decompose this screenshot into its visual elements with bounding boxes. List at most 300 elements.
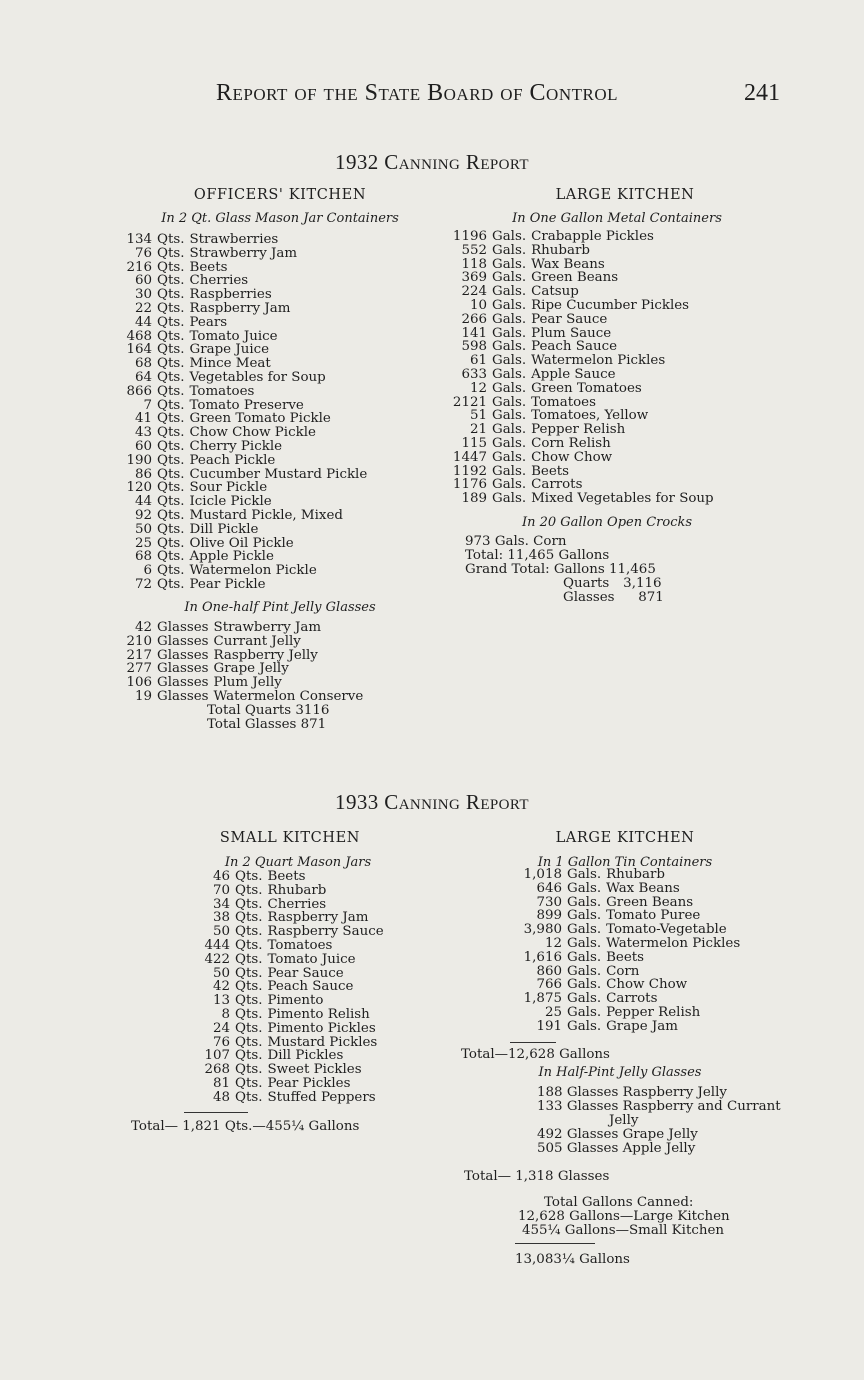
large-1933-list [520, 868, 740, 1034]
list-item [200, 1036, 384, 1050]
item-quantity: 68 [134, 549, 152, 565]
list-item [447, 423, 714, 437]
item-quantity: 598 [461, 339, 487, 355]
item-name: Sour Pickle [189, 480, 268, 496]
large-1933-sub-jelly: In Half-Pint Jelly Glasses [538, 1065, 702, 1080]
item-name: Tomato Juice [267, 951, 356, 967]
item-unit: Gals. [567, 949, 602, 965]
item-unit: Gals. [492, 297, 527, 313]
item-unit: Glasses [157, 620, 209, 635]
item-quantity: 46 [212, 869, 230, 884]
item-unit: Gals. [567, 1018, 602, 1034]
item-unit: Gals. [492, 311, 527, 327]
large-1932-total: Total: 11,465 Gallons [465, 548, 610, 563]
item-quantity: 61 [469, 353, 487, 369]
item-unit: Gals. [492, 449, 527, 465]
item-quantity: 224 [461, 284, 487, 300]
item-unit: Gals. [567, 880, 602, 896]
jelly-line-2: 133 Glasses Raspberry and Currant [537, 1099, 781, 1114]
item-quantity: 6 [143, 563, 152, 579]
item-name: Watermelon Pickles [531, 353, 666, 369]
list-item [114, 468, 367, 482]
item-unit: Qts. [235, 869, 263, 884]
list-item [200, 953, 384, 967]
item-quantity: 12 [469, 380, 487, 396]
list-item [447, 271, 714, 285]
item-name: Grape Jelly [213, 661, 289, 677]
list-item [200, 1077, 384, 1091]
item-name: Pear Pickle [189, 576, 266, 592]
item-quantity: 646 [536, 880, 562, 896]
list-item [447, 465, 714, 479]
item-name: Beets [267, 869, 306, 884]
list-item [200, 1063, 384, 1077]
list-item [114, 399, 367, 413]
item-name: Strawberry Jam [189, 245, 298, 261]
list-item [200, 967, 384, 981]
list-item [520, 882, 740, 896]
item-unit: Qts. [157, 245, 185, 261]
item-quantity: 766 [536, 977, 562, 993]
list-item [447, 354, 714, 368]
list-item [200, 994, 384, 1008]
item-unit: Qts. [235, 1089, 263, 1105]
list-item [114, 343, 367, 357]
list-item [447, 478, 714, 492]
item-unit: Gals. [492, 353, 527, 369]
item-unit: Qts. [157, 273, 185, 289]
canned-small: 455¼ Gallons—Small Kitchen [522, 1223, 725, 1238]
list-item [520, 965, 740, 979]
item-quantity: 12 [544, 935, 562, 951]
list-item [200, 884, 384, 898]
large-1933-total-glasses: Total— 1,318 Glasses [464, 1169, 610, 1184]
list-item [520, 1006, 740, 1020]
item-unit: Qts. [157, 259, 185, 275]
list-item [200, 980, 384, 994]
item-unit: Qts. [235, 937, 263, 953]
item-unit: Gals. [492, 339, 527, 355]
list-item [200, 1049, 384, 1063]
list-item [114, 621, 363, 635]
officers-jar-list [114, 233, 367, 592]
item-unit: Gals. [492, 242, 527, 258]
item-unit: Qts. [157, 507, 185, 523]
list-item [114, 578, 367, 592]
item-quantity: 48 [212, 1089, 230, 1105]
item-name: Tomatoes, Yellow [531, 408, 649, 424]
item-quantity: 422 [204, 951, 230, 967]
jelly-line-3: 492 Glasses Grape Jelly [537, 1127, 698, 1142]
item-quantity: 50 [212, 965, 230, 981]
item-unit: Gals. [492, 229, 527, 244]
item-unit: Gals. [567, 894, 602, 910]
report-1932-title: 1932 Canning Report [335, 150, 529, 174]
item-unit: Qts. [235, 910, 263, 926]
list-item [114, 440, 367, 454]
list-item [114, 649, 363, 663]
item-quantity: 70 [212, 882, 230, 898]
item-quantity: 189 [461, 491, 487, 507]
list-item [447, 492, 714, 506]
item-name: Wax Beans [606, 880, 680, 896]
jelly-line-1: 188 Glasses Raspberry Jelly [537, 1085, 727, 1100]
grand-total-label: Grand Total: Gallons [465, 562, 605, 577]
item-unit: Qts. [157, 549, 185, 565]
list-item [447, 327, 714, 341]
item-quantity: 552 [461, 242, 487, 258]
item-unit: Qts. [157, 438, 185, 454]
item-name: Pepper Relish [531, 422, 626, 438]
item-name: Chow Chow [531, 449, 613, 465]
item-quantity: 730 [536, 894, 562, 910]
list-item [520, 868, 740, 882]
item-quantity: 30 [134, 287, 152, 303]
list-item [447, 451, 714, 465]
item-name: Tomato Preserve [189, 397, 304, 413]
canned-label: Total Gallons Canned: [544, 1195, 694, 1210]
list-item [520, 978, 740, 992]
item-name: Green Beans [531, 270, 619, 286]
list-item [520, 992, 740, 1006]
large-1932-sub-crocks: In 20 Gallon Open Crocks [521, 515, 693, 530]
item-unit: Gals. [567, 1004, 602, 1020]
small-kitchen-total: Total— 1,821 Qts.—455¼ Gallons [131, 1119, 360, 1134]
item-unit: Gals. [492, 491, 527, 507]
item-unit: Gals. [492, 256, 527, 272]
item-name: Peach Sauce [267, 979, 354, 995]
item-name: Plum Jelly [213, 675, 282, 691]
item-name: Watermelon Conserve [213, 688, 364, 704]
item-quantity: 24 [212, 1020, 230, 1036]
item-unit: Gals. [492, 435, 527, 451]
item-unit: Qts. [157, 369, 185, 385]
item-quantity: 19 [134, 688, 152, 704]
item-name: Corn Relish [531, 435, 611, 451]
item-name: Watermelon Pickle [189, 563, 317, 579]
item-unit: Glasses [157, 633, 209, 649]
item-name: Mustard Pickle, Mixed [189, 507, 343, 523]
item-name: Catsup [531, 284, 579, 300]
item-unit: Qts. [157, 452, 185, 468]
item-name: Peach Sauce [531, 339, 617, 355]
item-name: Pimento Pickles [267, 1020, 376, 1036]
officers-sub-glasses: In One-half Pint Jelly Glasses [184, 600, 376, 615]
item-unit: Qts. [235, 1034, 263, 1050]
item-unit: Gals. [567, 991, 602, 1007]
item-unit: Qts. [235, 1075, 263, 1091]
crock-corn-line: 973 Gals. Corn [465, 534, 567, 549]
item-unit: Qts. [157, 232, 185, 247]
item-quantity: 43 [134, 425, 152, 441]
item-quantity: 60 [134, 438, 152, 454]
item-unit: Qts. [235, 924, 263, 940]
officers-glass-list [114, 621, 363, 704]
glasses-label: Glasses [563, 590, 615, 605]
item-name: Stuffed Peppers [267, 1089, 376, 1105]
item-quantity: 13 [212, 993, 230, 1009]
item-quantity: 115 [461, 435, 487, 451]
item-quantity: 1192 [452, 463, 487, 479]
item-name: Pears [189, 314, 228, 330]
list-item [114, 550, 367, 564]
item-name: Raspberries [189, 287, 272, 303]
item-quantity: 210 [126, 633, 152, 649]
list-item [114, 412, 367, 426]
item-quantity: 120 [126, 480, 152, 496]
item-name: Beets [189, 259, 228, 275]
large-1932-list [447, 230, 714, 506]
item-name: Watermelon Pickles [606, 935, 741, 951]
list-item [114, 385, 367, 399]
item-name: Rhubarb [606, 867, 665, 882]
item-unit: Qts. [235, 979, 263, 995]
canned-rule [515, 1243, 595, 1244]
item-name: Chow Chow Pickle [189, 425, 316, 441]
list-item [114, 274, 367, 288]
officers-sub-jars: In 2 Qt. Glass Mason Jar Containers [161, 211, 399, 226]
list-item [447, 313, 714, 327]
item-unit: Glasses [157, 675, 209, 691]
item-quantity: 7 [143, 397, 152, 413]
item-quantity: 118 [461, 256, 487, 272]
item-quantity: 25 [544, 1004, 562, 1020]
large-kitchen-1933-heading: LARGE KITCHEN [555, 830, 695, 846]
item-unit: Gals. [492, 408, 527, 424]
item-quantity: 76 [212, 1034, 230, 1050]
item-quantity: 1,875 [523, 991, 562, 1007]
item-unit: Qts. [157, 300, 185, 316]
canned-total: 13,083¼ Gallons [515, 1252, 630, 1267]
item-quantity: 44 [134, 314, 152, 330]
item-quantity: 3,980 [523, 922, 562, 938]
list-item [114, 676, 363, 690]
item-quantity: 1447 [452, 449, 487, 465]
item-unit: Qts. [157, 466, 185, 482]
quarts-label: Quarts [563, 576, 610, 591]
item-name: Peach Pickle [189, 452, 276, 468]
item-unit: Qts. [157, 328, 185, 344]
item-quantity: 106 [126, 675, 152, 691]
item-unit: Qts. [235, 882, 263, 898]
item-quantity: 217 [126, 647, 152, 663]
item-name: Carrots [606, 991, 658, 1007]
item-unit: Qts. [157, 425, 185, 441]
item-name: Green Tomatoes [531, 380, 642, 396]
list-item [447, 396, 714, 410]
list-item [114, 690, 363, 704]
item-unit: Qts. [235, 1062, 263, 1078]
item-name: Cherry Pickle [189, 438, 283, 454]
list-item [447, 437, 714, 451]
list-item [114, 426, 367, 440]
item-name: Pimento Relish [267, 1006, 370, 1022]
item-name: Mixed Vegetables for Soup [531, 491, 714, 507]
item-name: Sweet Pickles [267, 1062, 362, 1078]
item-quantity: 92 [134, 507, 152, 523]
item-quantity: 68 [134, 356, 152, 372]
list-item [447, 285, 714, 299]
large-1933-total-gallons: Total—12,628 Gallons [461, 1047, 610, 1062]
list-item [114, 523, 367, 537]
item-unit: Gals. [567, 963, 602, 979]
item-unit: Qts. [235, 993, 263, 1009]
item-quantity: 86 [134, 466, 152, 482]
list-item [200, 898, 384, 912]
item-quantity: 81 [212, 1075, 230, 1091]
item-name: Apple Pickle [189, 549, 274, 565]
item-quantity: 1,018 [523, 867, 562, 882]
item-name: Mustard Pickles [267, 1034, 378, 1050]
item-quantity: 369 [461, 270, 487, 286]
list-item [114, 495, 367, 509]
item-name: Green Beans [606, 894, 694, 910]
list-item [114, 302, 367, 316]
large-kitchen-1932-heading: LARGE KITCHEN [555, 187, 695, 203]
item-quantity: 164 [126, 342, 152, 358]
item-name: Crabapple Pickles [531, 229, 654, 244]
item-unit: Gals. [492, 463, 527, 479]
item-quantity: 41 [134, 411, 152, 427]
item-name: Raspberry Jelly [213, 647, 318, 663]
officers-kitchen-heading: OFFICERS' KITCHEN [193, 187, 367, 203]
item-unit: Qts. [157, 356, 185, 372]
item-unit: Glasses [157, 661, 209, 677]
list-item [114, 662, 363, 676]
list-item [114, 509, 367, 523]
list-item [200, 870, 384, 884]
item-quantity: 268 [204, 1062, 230, 1078]
item-name: Pimento [267, 993, 324, 1009]
item-name: Tomato-Vegetable [606, 922, 727, 938]
list-item [447, 340, 714, 354]
item-name: Wax Beans [531, 256, 605, 272]
item-quantity: 72 [134, 576, 152, 592]
item-name: Apple Sauce [531, 366, 616, 382]
item-unit: Qts. [235, 951, 263, 967]
item-unit: Gals. [492, 477, 527, 493]
list-item [447, 409, 714, 423]
item-name: Grape Jam [606, 1018, 678, 1034]
item-quantity: 277 [126, 661, 152, 677]
list-item [200, 911, 384, 925]
list-item [520, 909, 740, 923]
list-item [114, 481, 367, 495]
item-quantity: 107 [204, 1048, 230, 1064]
item-quantity: 64 [134, 369, 152, 385]
item-unit: Qts. [157, 383, 185, 399]
item-quantity: 899 [536, 908, 562, 924]
list-item [200, 925, 384, 939]
quarts-value: 3,116 [623, 576, 662, 591]
item-name: Strawberries [189, 232, 279, 247]
item-quantity: 216 [126, 259, 152, 275]
small-kitchen-heading: SMALL KITCHEN [219, 830, 361, 846]
item-name: Cherries [267, 896, 327, 912]
item-unit: Qts. [235, 965, 263, 981]
list-item [520, 951, 740, 965]
item-unit: Gals. [567, 935, 602, 951]
item-unit: Qts. [157, 494, 185, 510]
page-number: 241 [744, 80, 780, 106]
item-unit: Glasses [157, 688, 209, 704]
item-quantity: 50 [134, 521, 152, 537]
item-unit: Gals. [492, 380, 527, 396]
item-quantity: 1,616 [523, 949, 562, 965]
item-name: Corn [606, 963, 640, 979]
item-unit: Qts. [157, 480, 185, 496]
item-unit: Qts. [157, 287, 185, 303]
item-quantity: 266 [461, 311, 487, 327]
officers-total-glasses: Total Glasses 871 [207, 717, 327, 732]
item-name: Strawberry Jam [213, 620, 322, 635]
item-quantity: 633 [461, 366, 487, 382]
item-unit: Gals. [567, 922, 602, 938]
item-quantity: 8 [221, 1006, 230, 1022]
running-header [0, 80, 864, 110]
report-1933-title: 1933 Canning Report [335, 790, 529, 814]
item-name: Chow Chow [606, 977, 688, 993]
item-unit: Gals. [567, 908, 602, 924]
list-item [200, 1091, 384, 1105]
list-item [200, 1022, 384, 1036]
item-name: Carrots [531, 477, 583, 493]
list-item [114, 247, 367, 261]
jelly-line-4: 505 Glasses Apple Jelly [537, 1141, 696, 1156]
item-unit: Qts. [157, 563, 185, 579]
canned-large: 12,628 Gallons—Large Kitchen [518, 1209, 730, 1224]
item-unit: Qts. [235, 1020, 263, 1036]
item-quantity: 866 [126, 383, 152, 399]
officers-total-quarts: Total Quarts 3116 [207, 703, 330, 718]
item-quantity: 10 [469, 297, 487, 313]
item-name: Pear Sauce [267, 965, 344, 981]
grand-total-quarts [563, 576, 662, 591]
item-quantity: 444 [204, 937, 230, 953]
list-item [114, 564, 367, 578]
item-name: Tomatoes [531, 394, 596, 410]
item-name: Raspberry Sauce [267, 924, 384, 940]
list-item [447, 368, 714, 382]
item-unit: Qts. [157, 576, 185, 592]
item-quantity: 468 [126, 328, 152, 344]
list-item [114, 454, 367, 468]
item-name: Dill Pickle [189, 521, 259, 537]
header-title: Report of the State Board of Control [216, 80, 618, 106]
item-quantity: 42 [134, 620, 152, 635]
list-item [114, 288, 367, 302]
item-unit: Gals. [492, 325, 527, 341]
item-name: Raspberry Jam [267, 910, 369, 926]
item-quantity: 76 [134, 245, 152, 261]
list-item [114, 233, 367, 247]
item-unit: Qts. [157, 314, 185, 330]
item-name: Mince Meat [189, 356, 271, 372]
list-item [520, 896, 740, 910]
item-quantity: 860 [536, 963, 562, 979]
item-quantity: 25 [134, 535, 152, 551]
glasses-value: 871 [638, 590, 664, 605]
item-unit: Qts. [235, 896, 263, 912]
list-item [114, 371, 367, 385]
item-unit: Qts. [235, 1048, 263, 1064]
item-quantity: 60 [134, 273, 152, 289]
item-name: Pear Pickles [267, 1075, 351, 1091]
item-quantity: 2121 [452, 394, 487, 410]
item-name: Tomato Puree [606, 908, 701, 924]
item-unit: Qts. [157, 521, 185, 537]
list-item [114, 357, 367, 371]
